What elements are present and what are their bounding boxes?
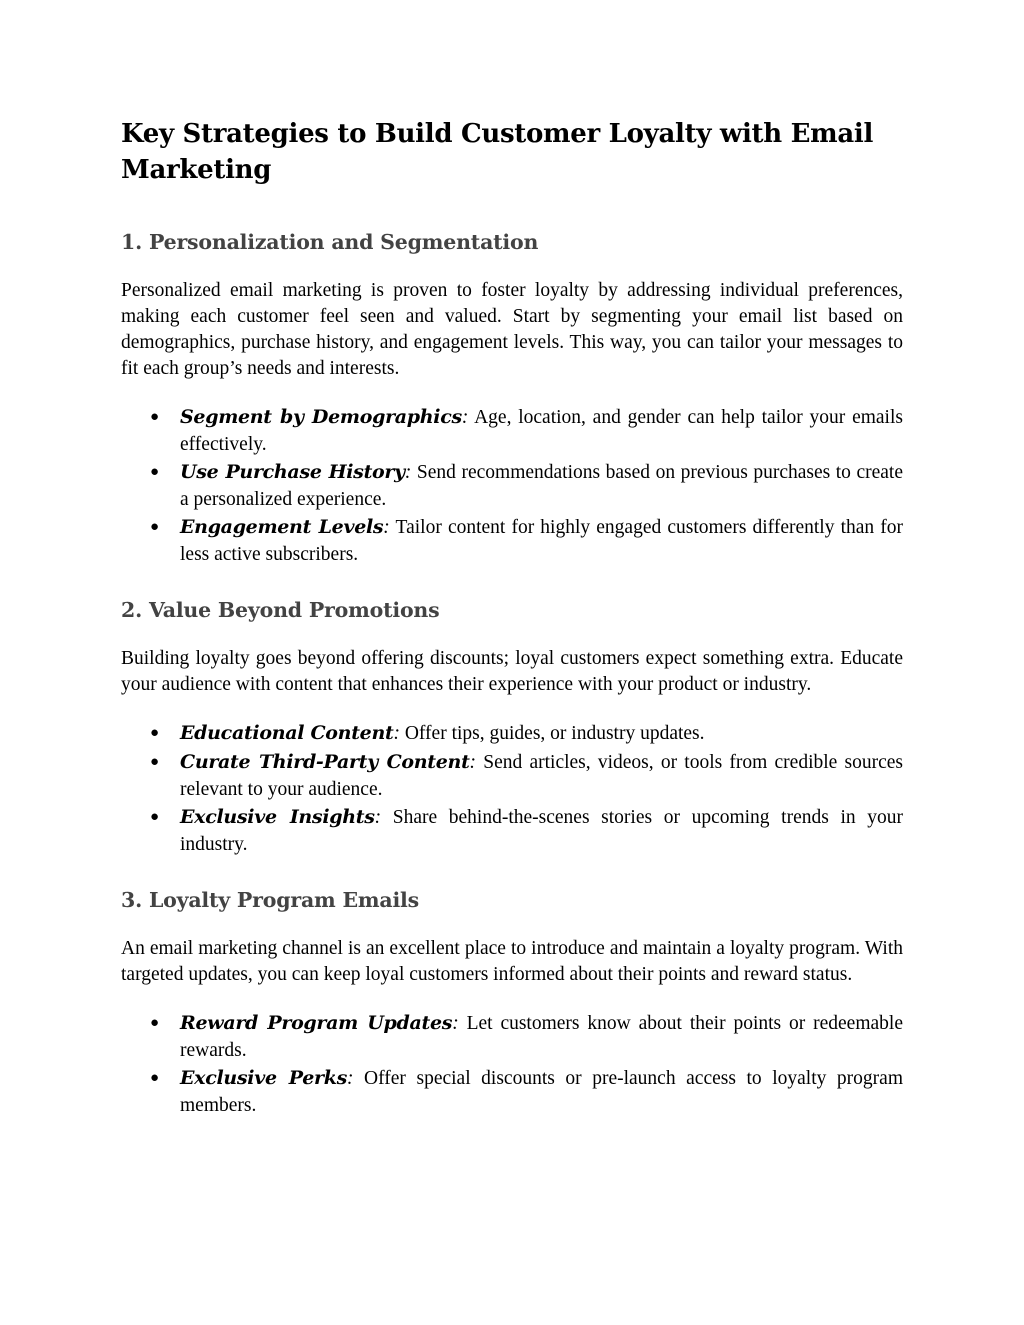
bullet-icon: ● <box>150 754 160 770</box>
bullet-term: Exclusive Insights <box>180 806 375 828</box>
bullet-colon: : <box>347 1068 354 1089</box>
bullet-text: Send articles, videos, or tools from credible sources relevant to your audience. <box>180 752 903 800</box>
section-paragraph-personalization: Personalized email marketing is proven to foster loyalty by addressing individual preferences, making each customer feel seen and valued. Start by segmenting your email list based on demographics, purchase history, and engagement levels. This way, you can tailor your messages to fit each group’s needs and interests. <box>121 280 903 379</box>
bullet-term: Segment by Demographics <box>180 406 462 428</box>
bullet-text: Send recommendations based on previous purchases to create a personalized experience. <box>180 462 904 510</box>
bullet-list-personalization <box>121 404 903 568</box>
bullet-text: Offer tips, guides, or industry updates. <box>399 723 705 744</box>
section-heading-loyalty-program: 3. Loyalty Program Emails <box>121 888 419 912</box>
bullet-icon: ● <box>150 519 160 535</box>
bullet-term: Curate Third-Party Content <box>180 751 470 773</box>
section-heading-personalization: 1. Personalization and Segmentation <box>121 230 539 254</box>
bullet-text: Offer special discounts or pre-launch access to loyalty program members. <box>180 1068 903 1116</box>
bullet-icon: ● <box>150 1070 160 1086</box>
bullet-term: Engagement Levels <box>180 516 384 538</box>
bullet-term: Educational Content <box>180 722 394 744</box>
bullet-text: Share behind-the-scenes stories or upcoming trends in your industry. <box>180 807 903 855</box>
bullet-colon: : <box>404 462 412 483</box>
list-item <box>121 1065 903 1119</box>
bullet-term: Exclusive Perks <box>180 1067 347 1089</box>
list-item <box>121 720 903 747</box>
bullet-icon: ● <box>150 1015 160 1031</box>
bullet-icon: ● <box>150 464 160 480</box>
bullet-text: Let customers know about their points or redeemable rewards. <box>180 1013 903 1061</box>
bullet-colon: : <box>461 407 469 428</box>
bullet-term: Reward Program Updates <box>180 1012 453 1034</box>
bullet-colon: : <box>452 1013 459 1034</box>
bullet-icon: ● <box>150 809 160 825</box>
bullet-icon: ● <box>150 409 160 425</box>
document-title: Key Strategies to Build Customer Loyalty with Email Marketing <box>121 119 874 185</box>
bullet-text: Age, location, and gender can help tailor your emails effectively. <box>180 407 903 455</box>
bullet-list-value <box>121 720 903 858</box>
list-item <box>121 459 903 513</box>
bullet-colon: : <box>469 752 477 773</box>
document-page <box>121 116 903 1119</box>
bullet-colon: : <box>374 807 382 828</box>
bullet-icon: ● <box>150 725 160 741</box>
list-item <box>121 804 903 858</box>
section-heading-value: 2. Value Beyond Promotions <box>121 598 440 622</box>
list-item <box>121 514 903 568</box>
section-paragraph-value: Building loyalty goes beyond offering discounts; loyal customers expect something extra. Educate your audience with content that enhances their experience with your product or industry. <box>121 648 903 695</box>
list-item <box>121 1010 903 1064</box>
list-item <box>121 749 903 803</box>
bullet-list-loyalty-program <box>121 1010 903 1119</box>
section-paragraph-loyalty-program: An email marketing channel is an excellent place to introduce and maintain a loyalty program. With targeted updates, you can keep loyal customers informed about their points and reward status. <box>121 938 903 985</box>
bullet-colon: : <box>383 517 390 538</box>
bullet-term: Use Purchase History <box>180 461 405 483</box>
bullet-text: Tailor content for highly engaged customers differently than for less active subscribers. <box>180 517 903 565</box>
bullet-colon: : <box>393 723 400 744</box>
list-item <box>121 404 903 458</box>
